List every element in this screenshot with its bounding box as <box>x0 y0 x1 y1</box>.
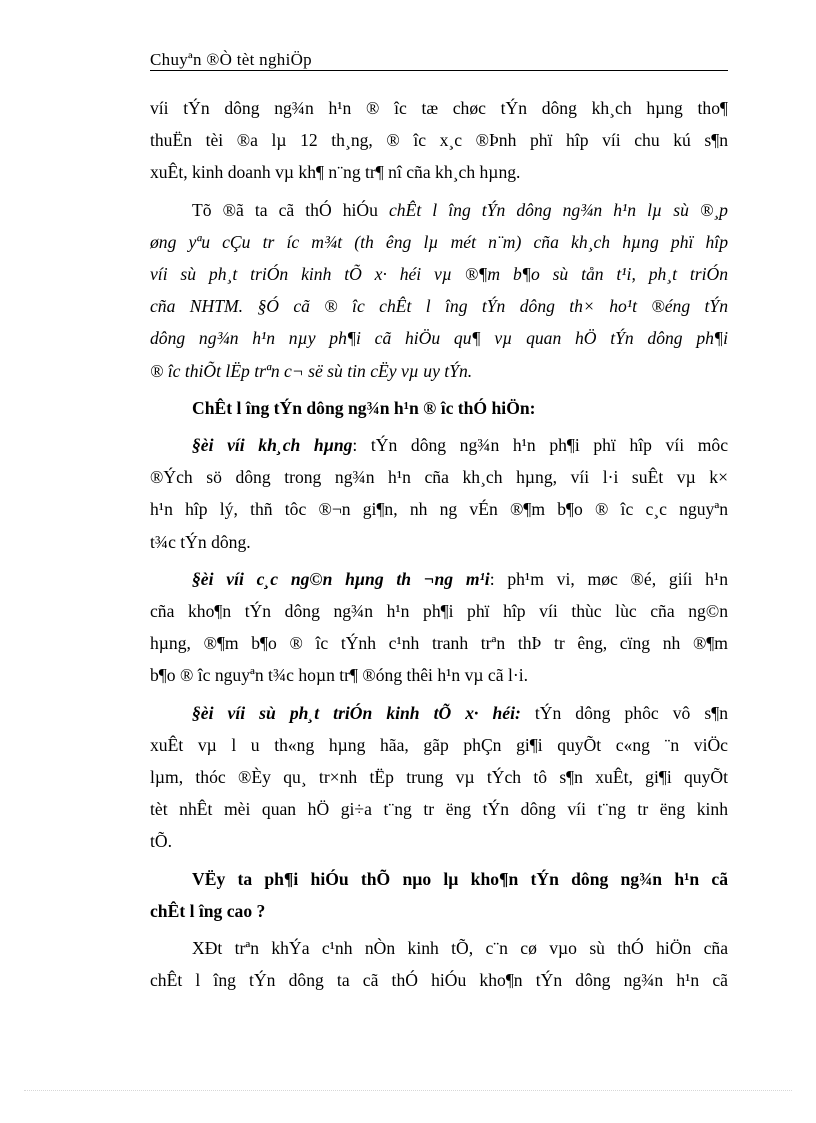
text-line: b¶o ® îc nguyªn t¾c hoµn tr¶ ®óng thêi h¹n vµ cã l·i. <box>150 665 528 686</box>
paragraph-banks <box>150 563 728 692</box>
text-line <box>150 697 728 729</box>
text-line <box>150 932 728 964</box>
heading-label: VËy ta ph¶i hiÓu thÕ nµo lµ kho¶n tÝn dông ng¾n h¹n cã <box>192 868 728 889</box>
text-line: xuÊt, kinh doanh vµ kh¶ n¨ng tr¶ nî cña kh¸ch hµng. <box>150 162 521 183</box>
running-header: Chuyªn ®Ò tèt nghiÖp <box>150 50 312 69</box>
lead-bold: §èi víi kh¸ch hµng <box>192 435 353 456</box>
document-body <box>150 92 728 1001</box>
paragraph-definition <box>150 194 728 387</box>
heading-text <box>150 392 728 424</box>
definition-lead: Tõ ®ã ta cã thÓ hiÓu <box>192 199 389 220</box>
paragraph-economy <box>150 697 728 858</box>
text-line: dông ng¾n h¹n nµy ph¶i cã hiÖu qu¶ vµ quan hÖ tÝn dông ph¶i <box>150 328 728 349</box>
text-line <box>150 429 728 461</box>
heading-label: ChÊt l îng tÝn dông ng¾n h¹n ® îc thÓ hiÖn: <box>192 397 536 418</box>
paragraph-final <box>150 932 728 996</box>
heading-text <box>150 863 728 895</box>
lead-bold: §èi víi sù ph¸t triÓn kinh tÕ x· héi: <box>192 702 521 723</box>
text-line: tÕ. <box>150 831 172 852</box>
text-line: lµm, thóc ®Èy qu¸ tr×nh tËp trung vµ tÝch tô s¶n xuÊt, gi¶i quyÕt <box>150 767 728 788</box>
text-line: cña NHTM. §Ó cã ® îc chÊt l îng tÝn dông th× ho¹t ®éng tÝn <box>150 296 728 317</box>
paragraph-1 <box>150 92 728 189</box>
definition-italic: chÊt l îng tÝn dông ng¾n h¹n lµ sù ®¸p <box>389 199 728 220</box>
section-heading-question <box>150 863 728 927</box>
text-line: chÊt l îng tÝn dông ta cã thÓ hiÓu kho¶n tÝn dông ng¾n h¹n cã <box>150 970 728 991</box>
text-line: ®Ých sö dông trong ng¾n h¹n cña kh¸ch hµng, víi l·i suÊt vµ k× <box>150 467 728 488</box>
text-line: víi tÝn dông ng¾n h¹n ® îc tæ chøc tÝn dông kh¸ch hµng tho¶ <box>150 98 728 118</box>
lead-rest: : ph¹m vi, møc ®é, giíi h¹n <box>489 568 728 589</box>
heading-text: chÊt l îng cao ? <box>150 900 266 921</box>
text-line: víi sù ph¸t triÓn kinh tÕ x· héi vµ ®¶m b¶o sù tån t¹i, ph¸t triÓn <box>150 264 728 285</box>
text-line: xuÊt vµ l u th«ng hµng hãa, gãp phÇn gi¶i quyÕt c«ng ¨n viÖc <box>150 734 728 755</box>
line-text: XÐt trªn khÝa c¹nh nÒn kinh tÕ, c¨n cø vµo sù thÓ hiÖn cña <box>192 938 728 959</box>
text-line: thuËn tèi ®a lµ 12 th¸ng, ® îc x¸c ®Þnh phï hîp víi chu kú s¶n <box>150 130 728 151</box>
text-line: cña kho¶n tÝn dông ng¾n h¹n ph¶i phï hîp víi thùc lùc cña ng©n <box>150 601 728 622</box>
text-line <box>150 194 728 226</box>
page-bottom-border <box>24 1090 792 1091</box>
text-line: tèt nhÊt mèi quan hÖ gi÷a t¨ng tr ëng tÝn dông víi t¨ng tr ëng kinh <box>150 799 728 820</box>
lead-rest: tÝn dông phôc vô s¶n <box>520 702 728 723</box>
text-line: t¾c tÝn dông. <box>150 531 251 552</box>
section-heading-quality <box>150 392 728 424</box>
header-rule <box>150 70 728 71</box>
text-line: ® îc thiÕt lËp trªn c¬ së sù tin cËy vµ uy tÝn. <box>150 360 473 381</box>
text-line: øng yªu cÇu tr íc m¾t (th êng lµ mét n¨m) cña kh¸ch hµng phï hîp <box>150 231 728 252</box>
text-line <box>150 563 728 595</box>
text-line: hµng, ®¶m b¶o ® îc tÝnh c¹nh tranh trªn thÞ tr êng, cïng nh ®¶m <box>150 633 728 654</box>
lead-rest: : tÝn dông ng¾n h¹n ph¶i phï hîp víi môc <box>352 435 729 456</box>
lead-bold: §èi víi c¸c ng©n hµng th ¬ng m¹i <box>192 568 490 589</box>
text-line: h¹n hîp lý, thñ tôc ®¬n gi¶n, nh ng vÉn ®¶m b¶o ® îc c¸c nguyªn <box>150 499 728 520</box>
paragraph-customers <box>150 429 728 558</box>
